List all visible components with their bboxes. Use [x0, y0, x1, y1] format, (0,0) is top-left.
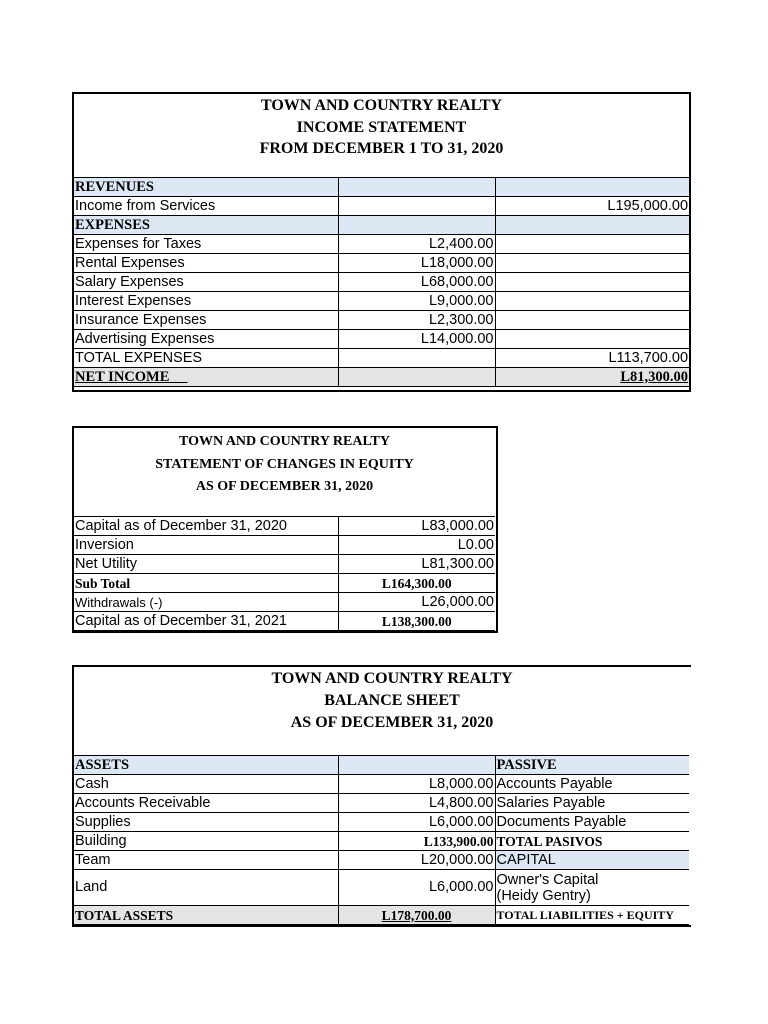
income-company-name: TOWN AND COUNTRY REALTY: [260, 97, 503, 114]
asset-label: Team: [74, 851, 338, 870]
expense-row: [74, 273, 689, 292]
income-label: Income from Services: [74, 197, 338, 216]
total-expenses-label: TOTAL EXPENSES: [74, 349, 338, 368]
total-assets-label: TOTAL ASSETS: [74, 906, 338, 925]
empty-cell: [338, 178, 495, 197]
net-income-label: [74, 368, 338, 387]
income-statement: [74, 94, 689, 387]
expense-label: Interest Expenses: [74, 292, 338, 311]
balance-sheet-header: [74, 667, 689, 756]
equity-value: L83,000.00: [338, 517, 495, 536]
income-period: FROM DECEMBER 1 TO 31, 2020: [259, 140, 504, 157]
empty-cell: [495, 292, 689, 311]
equity-final-value: L138,300.00: [338, 612, 495, 631]
revenues-row: [74, 178, 689, 197]
balance-title: BALANCE SHEET: [324, 692, 460, 709]
total-pasivos-label: TOTAL PASIVOS: [495, 832, 689, 851]
balance-row: [74, 832, 689, 851]
empty-cell: [338, 197, 495, 216]
balance-row: [74, 775, 689, 794]
total-liab-equity-label: TOTAL LIABILITIES + EQUITY: [495, 906, 689, 925]
expenses-header-row: [74, 216, 689, 235]
owner-capital-line2: (Heidy Gentry): [496, 887, 591, 904]
expenses-label: EXPENSES: [74, 216, 338, 235]
equity-row: [74, 555, 495, 574]
equity-label: Capital as of December 31, 2020: [74, 517, 338, 536]
empty-cell: [495, 216, 689, 235]
expense-row: [74, 330, 689, 349]
balance-row: [74, 851, 689, 870]
income-row: [74, 197, 689, 216]
capital-label: CAPITAL: [495, 851, 689, 870]
empty-cell: [495, 254, 689, 273]
empty-cell: [495, 273, 689, 292]
income-title: INCOME STATEMENT: [296, 118, 467, 136]
equity-value: L0.00: [338, 536, 495, 555]
asset-value: L133,900.00: [338, 832, 495, 851]
expense-row: [74, 311, 689, 330]
equity-statement-header: [74, 428, 495, 517]
balance-section-row: [74, 756, 689, 775]
balance-period: AS OF DECEMBER 31, 2020: [290, 714, 494, 731]
equity-label: Withdrawals (-): [74, 593, 338, 612]
expense-value: L18,000.00: [338, 254, 495, 273]
equity-subtotal-row: [74, 574, 495, 593]
empty-cell: [338, 216, 495, 235]
equity-value: L26,000.00: [338, 593, 495, 612]
balance-total-row: [74, 906, 689, 925]
assets-label: ASSETS: [74, 756, 338, 775]
asset-label: Cash: [74, 775, 338, 794]
expense-label: Advertising Expenses: [74, 330, 338, 349]
balance-sheet: [74, 667, 689, 925]
asset-value: L6,000.00: [338, 870, 495, 906]
total-expenses-value: L113,700.00: [495, 349, 689, 368]
total-expenses-row: [74, 349, 689, 368]
equity-subtotal-label: Sub Total: [74, 574, 338, 593]
total-assets-value: L178,700.00: [338, 906, 495, 925]
expense-label: Salary Expenses: [74, 273, 338, 292]
empty-cell: [338, 349, 495, 368]
empty-cell: [495, 235, 689, 254]
empty-cell: [338, 368, 495, 387]
equity-label: Net Utility: [74, 555, 338, 574]
expense-value: L2,300.00: [338, 311, 495, 330]
balance-row: [74, 870, 689, 906]
asset-value: L6,000.00: [338, 813, 495, 832]
asset-label: Land: [74, 870, 338, 906]
income-value: L195,000.00: [495, 197, 689, 216]
expense-value: L2,400.00: [338, 235, 495, 254]
equity-row: [74, 536, 495, 555]
equity-row: [74, 517, 495, 536]
net-income-value: L81,300.00: [495, 368, 689, 387]
owner-capital-label: [495, 870, 689, 906]
equity-label: Inversion: [74, 536, 338, 555]
empty-cell: [495, 330, 689, 349]
equity-title: STATEMENT OF CHANGES IN EQUITY: [155, 456, 414, 472]
expense-row: [74, 235, 689, 254]
expense-value: L14,000.00: [338, 330, 495, 349]
balance-row: [74, 794, 689, 813]
income-statement-header: [74, 94, 689, 178]
liability-label: Salaries Payable: [495, 794, 689, 813]
liability-label: Documents Payable: [495, 813, 689, 832]
equity-row: [74, 593, 495, 612]
expense-value: L68,000.00: [338, 273, 495, 292]
balance-row: [74, 813, 689, 832]
expense-row: [74, 292, 689, 311]
asset-value: L20,000.00: [338, 851, 495, 870]
asset-value: L4,800.00: [338, 794, 495, 813]
net-income-text: NET INCOME: [75, 368, 170, 385]
asset-value: L8,000.00: [338, 775, 495, 794]
net-income-row: [74, 368, 689, 387]
expense-label: Expenses for Taxes: [74, 235, 338, 254]
equity-period: AS OF DECEMBER 31, 2020: [195, 479, 374, 494]
liability-label: Accounts Payable: [495, 775, 689, 794]
expense-value: L9,000.00: [338, 292, 495, 311]
expense-row: [74, 254, 689, 273]
balance-company-name: TOWN AND COUNTRY REALTY: [271, 670, 513, 687]
expense-label: Insurance Expenses: [74, 311, 338, 330]
equity-final-label: Capital as of December 31, 2021: [74, 612, 338, 631]
equity-statement: [74, 428, 495, 631]
empty-cell: [495, 311, 689, 330]
passive-label: PASSIVE: [495, 756, 689, 775]
empty-cell: [338, 756, 495, 775]
revenues-label: REVENUES: [74, 178, 338, 197]
asset-label: Accounts Receivable: [74, 794, 338, 813]
expense-label: Rental Expenses: [74, 254, 338, 273]
asset-label: Building: [74, 832, 338, 851]
equity-value: L81,300.00: [338, 555, 495, 574]
empty-cell: [495, 178, 689, 197]
owner-capital-line1: Owner's Capital: [496, 871, 599, 888]
equity-subtotal-value: L164,300.00: [338, 574, 495, 593]
asset-label: Supplies: [74, 813, 338, 832]
equity-final-row: [74, 612, 495, 631]
equity-company-name: TOWN AND COUNTRY REALTY: [179, 434, 390, 449]
